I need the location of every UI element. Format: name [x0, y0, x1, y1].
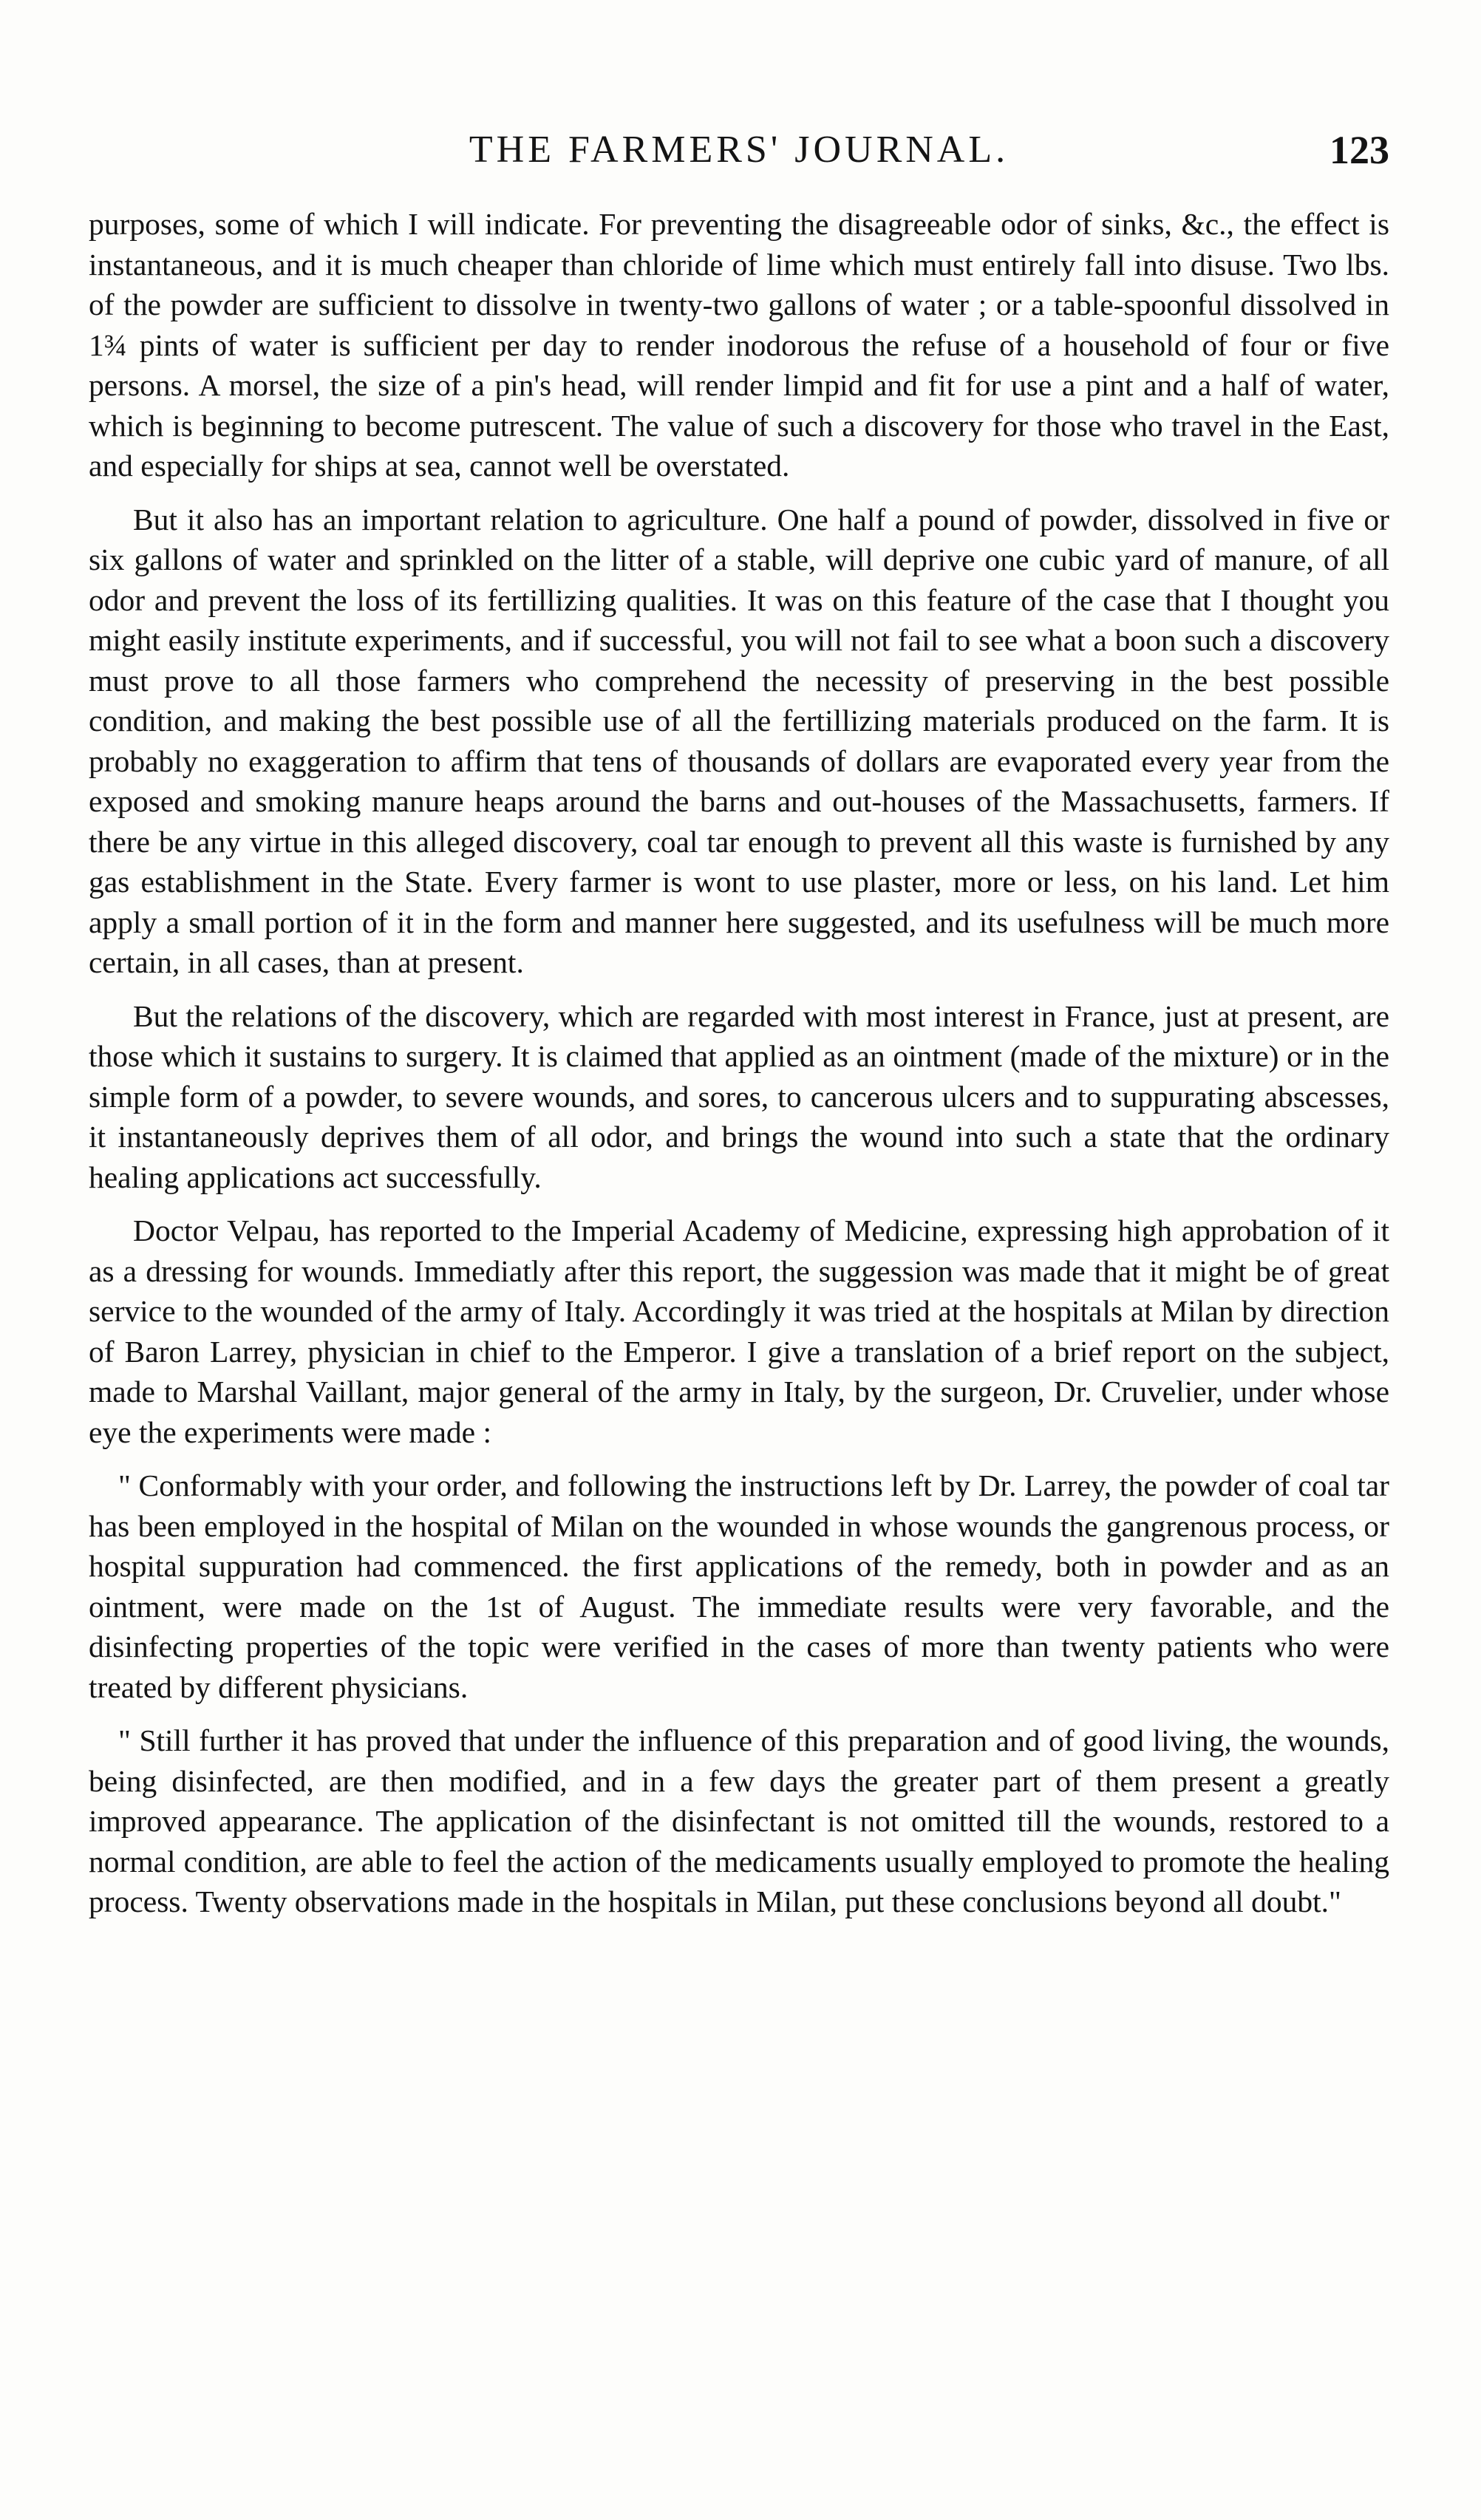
quote-paragraph-conformably: " Conformably with your order, and following the instructions left by Dr. Larrey, the powder of coal tar has been employed in the hospital of Milan on the wounded in whose wounds the gangrenous process, or hospital suppuration had commenced. the first applications of the remedy, both in powder and as an ointment, were made on the 1st of August. The immediate results were very favorable, and the disinfecting properties of the topic were verified in the cases of more than twenty patients who were treated by different physicians.: [89, 1468, 1389, 1704]
quote-paragraph-still-further: " Still further it has proved that under the influence of this preparation and of good living, the wounds, being disinfected, are then modified, and in a few days the greater part of them present a greatly improved appearance. The application of the disinfectant is not omitted till the wounds, restored to a normal condition, are able to feel the action of the medicaments usually employed to promote the healing process. Twenty observations made in the hospitals in Milan, put these conclusions beyond all doubt.": [89, 1723, 1389, 1918]
paragraph-velpau: Doctor Velpau, has reported to the Imperial Academy of Medicine, expressing high approbation of it as a dressing for wounds. Immediatly after this report, the suggession was made that it might be of great service to the wounded of the army of Italy. Accordingly it was tried at the hospitals at Milan by direction of Baron Larrey, physician in chief to the Emperor. I give a translation of a brief report on the subject, made to Marshal Vaillant, major general of the army in Italy, by the surgeon, Dr. Cruvelier, under whose eye the experiments were made :: [89, 1213, 1389, 1449]
article-body: [89, 204, 1389, 1935]
page-header: [89, 124, 1389, 176]
page-number: 123: [1330, 128, 1389, 172]
running-title: THE FARMERS' JOURNAL.: [469, 129, 1010, 171]
paragraph-surgery: But the relations of the discovery, which are regarded with most interest in France, just at present, are those which it sustains to surgery. It is claimed that applied as an ointment (made of the mixture) or in the simple form of a powder, to severe wounds, and sores, to cancerous ulcers and to suppurating abscesses, it instantaneously deprives them of all odor, and brings the wound into such a state that the ordinary healing applications act successfully.: [89, 998, 1389, 1194]
paragraph-purposes: purposes, some of which I will indicate. For preventing the disagreeable odor of sinks, &c., the effect is instantaneous, and it is much cheaper than chloride of lime which must entirely fall into disuse. Two lbs. of the powder are sufficient to dissolve in twenty-two gallons of water ; or a table-spoonful dissolved in 1¾ pints of water is sufficient per day to render inodorous the refuse of a household of four or five persons. A morsel, the size of a pin's head, will render limpid and fit for use a pint and a half of water, which is beginning to become putrescent. The value of such a discovery for those who travel in the East, and especially for ships at sea, cannot well be overstated.: [89, 207, 1389, 483]
paragraph-agriculture: But it also has an important relation to agriculture. One half a pound of powder, dissolved in five or six gallons of water and sprinkled on the litter of a stable, will deprive one cubic yard of manure, of all odor and prevent the loss of its fertillizing qualities. It was on this feature of the case that I thought you might easily institute experiments, and if successful, you will not fail to see what a boon such a discovery must prove to all those farmers who comprehend the necessity of preserving in the best possible condition, and making the best possible use of all the fertillizing materials produced on the farm. It is probably no exaggeration to affirm that tens of thousands of dollars are evaporated every year from the exposed and smoking manure heaps around the barns and out-houses of the Massachusetts, farmers. If there be any virtue in this alleged discovery, coal tar enough to prevent all this waste is furnished by any gas establishment in the State. Every farmer is wont to use plaster, more or less, on his land. Let him apply a small portion of it in the form and manner here suggested, and its usefulness will be much more certain, in all cases, than at present.: [89, 502, 1389, 979]
